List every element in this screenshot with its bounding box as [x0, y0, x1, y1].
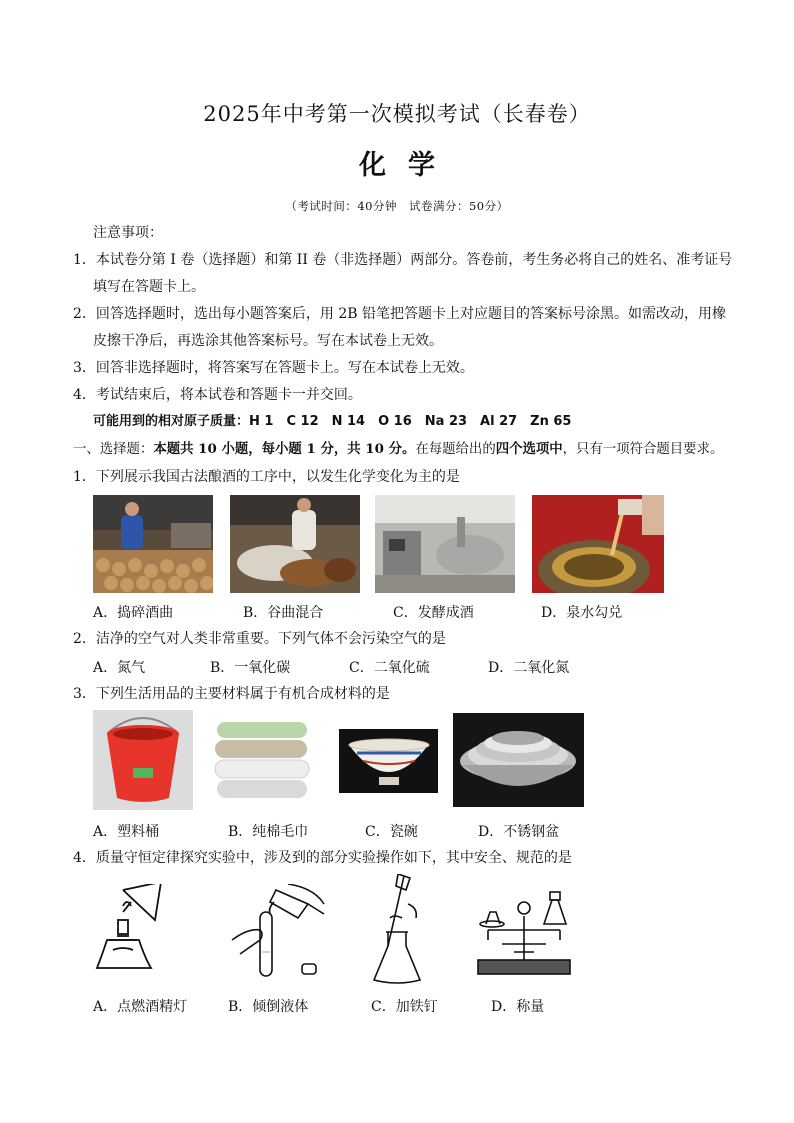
- q2-option-d: D．二氧化氮: [488, 660, 570, 676]
- drawing-weighing-balance: [474, 884, 574, 980]
- q3-option-d: D．不锈钢盆: [478, 824, 560, 840]
- photo-spring-water-blending: [532, 495, 664, 593]
- section-1-heading: [73, 439, 723, 460]
- q1-option-b: B．谷曲混合: [243, 605, 324, 621]
- photo-plastic-bucket: [93, 710, 193, 810]
- atomic-mass-line: 可能用到的相对原子质量：H 1 C 12 N 14 O 16 Na 23 Al 27 Zn 65: [93, 414, 572, 429]
- note-2-line-1: 2．回答选择题时，选出每小题答案后，用 2B 铅笔把答题卡上对应题目的答案标号涂黑。如需改动，用橡: [73, 306, 727, 322]
- exam-info: （考试时间：40分钟 试卷满分：50分）: [285, 199, 509, 213]
- note-3: 3．回答非选择题时，将答案写在答题卡上。写在本试卷上无效。: [73, 360, 474, 376]
- q2-option-a: A．氮气: [93, 660, 146, 676]
- drawing-adding-iron-nail: [368, 874, 428, 986]
- photo-crushing-yeast: [93, 495, 213, 593]
- subject-title: 化学: [359, 150, 457, 181]
- q2-option-b: B．一氧化碳: [210, 660, 291, 676]
- q4-option-d: D．称量: [491, 999, 545, 1015]
- q3-option-c: C．瓷碗: [365, 824, 418, 840]
- section-1-prefix: 一、选择题：: [73, 442, 154, 457]
- q4-option-b: B．倾倒液体: [228, 999, 309, 1015]
- question-3-stem: 3．下列生活用品的主要材料属于有机合成材料的是: [73, 686, 390, 702]
- q1-option-c: C．发酵成酒: [393, 605, 474, 621]
- section-1-b1: 本题共 10 小题，每小题 1 分，共 10 分。: [153, 441, 416, 457]
- q4-option-a: A．点燃酒精灯: [93, 999, 188, 1015]
- exam-title: 2025年中考第一次模拟考试（长春卷）: [203, 102, 591, 126]
- section-1-b4: ，只有一项符合题目要求。: [562, 442, 724, 457]
- note-1-line-2: 填写在答题卡上。: [93, 279, 205, 295]
- q1-option-d: D．泉水勾兑: [541, 605, 623, 621]
- question-1-stem: 1．下列展示我国古法酿酒的工序中，以发生化学变化为主的是: [73, 469, 460, 485]
- notes-heading: 注意事项：: [93, 225, 163, 241]
- q1-option-a: A．捣碎酒曲: [93, 605, 174, 621]
- photo-stainless-basins: [453, 713, 584, 807]
- q3-option-b: B．纯棉毛巾: [228, 824, 309, 840]
- note-2-line-2: 皮擦干净后，再选涂其他答案标号。写在本试卷上无效。: [93, 333, 443, 349]
- question-2-stem: 2．洁净的空气对人类非常重要。下列气体不会污染空气的是: [73, 631, 446, 647]
- photo-cotton-towels: [213, 720, 311, 800]
- section-1-b3: 四个选项中: [495, 441, 563, 457]
- q4-option-c: C．加铁钉: [371, 999, 438, 1015]
- photo-fermentation-equipment: [375, 495, 515, 593]
- note-1-line-1: 1．本试卷分第 I 卷（选择题）和第 II 卷（非选择题）两部分。答卷前，考生务必将自己的姓名、准考证号: [73, 252, 733, 268]
- drawing-pouring-liquid: [228, 884, 328, 980]
- photo-porcelain-bowl: [339, 729, 438, 793]
- question-4-stem: 4．质量守恒定律探究实验中，涉及到的部分实验操作如下，其中安全、规范的是: [73, 850, 572, 866]
- section-1-b2: 在每题给出的: [415, 442, 496, 457]
- photo-mixing-grain: [230, 495, 360, 593]
- q3-option-a: A．塑料桶: [93, 824, 160, 840]
- note-4: 4．考试结束后，将本试卷和答题卡一并交回。: [73, 387, 362, 403]
- q2-option-c: C．二氧化硫: [349, 660, 430, 676]
- drawing-lighting-alcohol-lamp: [93, 884, 168, 976]
